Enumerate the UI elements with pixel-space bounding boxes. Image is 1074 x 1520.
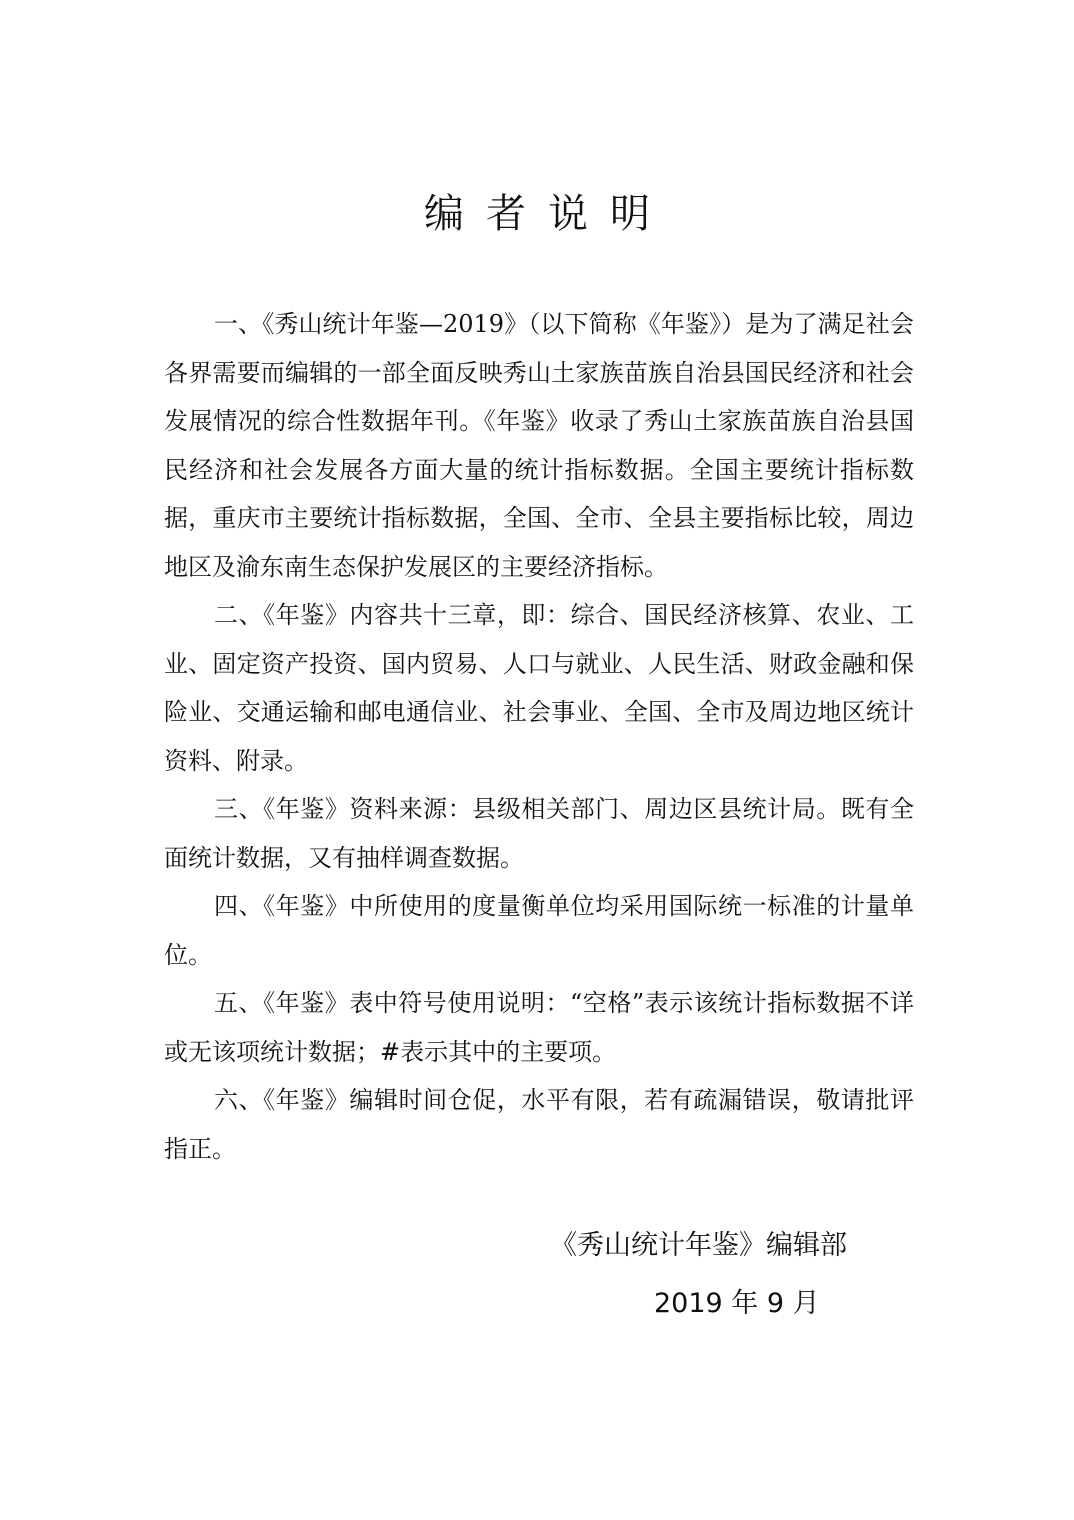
signature-date: 2019 年 9 月 (654, 1288, 820, 1319)
paragraph-2: 二、《年鉴》内容共十三章，即：综合、国民经济核算、农业、工业、固定资产投资、国内贸易、人口与就业、人民生活、财政金融和保险业、交通运输和邮电通信业、社会事业、全国、全市及周边地区统计资料、附录。 (164, 601, 914, 775)
document-body (164, 300, 914, 1173)
paragraph-1: 一、《秀山统计年鉴—2019》（以下简称《年鉴》）是为了满足社会各界需要而编辑的一部全面反映秀山土家族苗族自治县国民经济和社会发展情况的综合性数据年刊。《年鉴》收录了秀山土家族苗族自治县国民经济和社会发展各方面大量的统计指标数据。全国主要统计指标数据，重庆市主要统计指标数据，全国、全市、全县主要指标比较，周边地区及渝东南生态保护发展区的主要经济指标。 (164, 310, 914, 581)
paragraph-5: 五、《年鉴》表中符号使用说明：“空格”表示该统计指标数据不详或无该项统计数据；#表示其中的主要项。 (164, 989, 914, 1066)
paragraph-3: 三、《年鉴》资料来源：县级相关部门、周边区县统计局。既有全面统计数据，又有抽样调查数据。 (164, 795, 914, 872)
signature: 《秀山统计年鉴》编辑部 (550, 1230, 847, 1261)
paragraph-4: 四、《年鉴》中所使用的度量衡单位均采用国际统一标准的计量单位。 (164, 892, 914, 969)
page-title: 编者说明 (424, 191, 672, 237)
paragraph-6: 六、《年鉴》编辑时间仓促，水平有限，若有疏漏错误，敬请批评指正。 (164, 1086, 914, 1163)
